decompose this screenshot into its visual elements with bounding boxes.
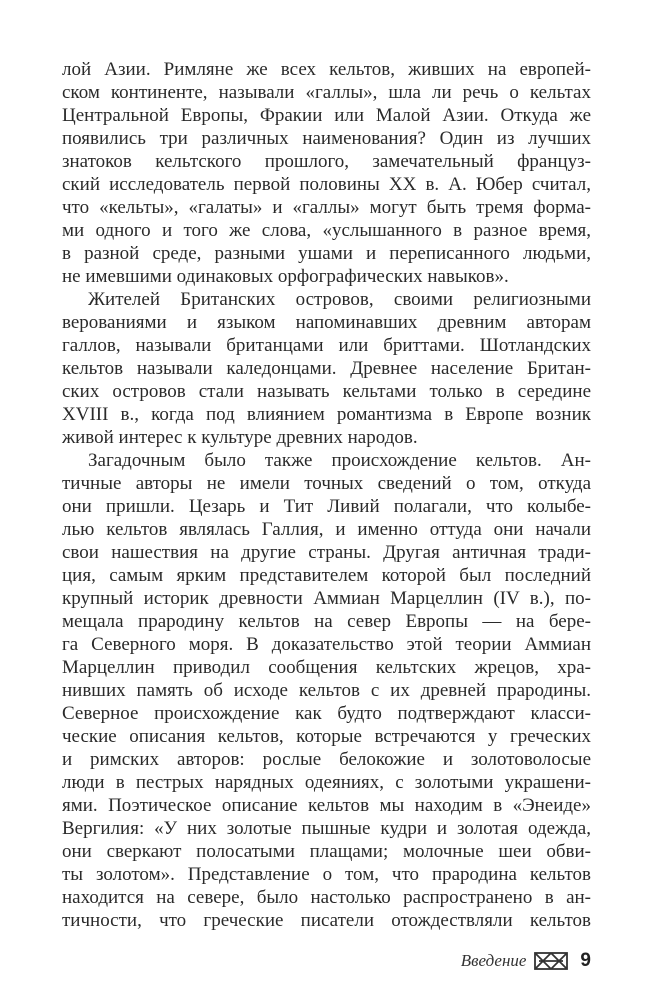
text-line: живой интерес к культуре древних народов.	[62, 427, 418, 448]
page-number: 9	[580, 950, 591, 971]
text-line: мещала прародину кельтов на север Европы — на бере-	[62, 611, 591, 632]
text-line: что «кельты», «галаты» и «галлы» могут быть тремя форма-	[62, 197, 591, 218]
text-line: появились три различных наименования? Один из лучших	[62, 128, 591, 149]
text-line: тичности, что греческие писатели отождествляли кельтов	[62, 910, 591, 931]
text-line: люди в пестрых нарядных одеяниях, с золотыми украшени-	[62, 772, 591, 793]
text-line: они пришли. Цезарь и Тит Ливий полагали, что колыбе-	[62, 496, 591, 517]
text-line: лью кельтов являлась Галлия, и именно оттуда они начали	[62, 519, 591, 540]
page-body	[62, 58, 591, 932]
text-line: Жителей Британских островов, своими религиозными	[88, 289, 591, 310]
text-line: ция, самым ярким представителем которой был последний	[62, 565, 591, 586]
text-line: ских островов стали называть кельтами только в середине	[62, 381, 591, 402]
text-line: лой Азии. Римляне же всех кельтов, живших на европей-	[62, 59, 591, 80]
text-line: находится на севере, было настолько распространено в ан-	[62, 887, 591, 908]
text-line: они сверкают полосатыми плащами; молочные шеи обви-	[62, 841, 591, 862]
running-section-title: Введение	[460, 951, 527, 970]
text-line: галлов, называли британцами или бриттами. Шотландских	[62, 335, 591, 356]
text-line: XVIII в., когда под влиянием романтизма в Европе возник	[62, 404, 591, 425]
text-line: Марцеллин приводил сообщения кельтских жрецов, хра-	[62, 657, 591, 678]
paragraph	[62, 288, 591, 449]
paragraph	[62, 449, 591, 932]
text-line: нивших память об исходе кельтов с их древней прародины.	[62, 680, 591, 701]
text-line: кельтов называли каледонцами. Древнее население Британ-	[62, 358, 591, 379]
page-footer	[62, 946, 591, 976]
text-line: ском континенте, называли «галлы», шла ли речь о кельтах	[62, 82, 591, 103]
text-line: знатоков кельтского прошлого, замечательный француз-	[62, 151, 591, 172]
text-line: крупный историк древности Аммиан Марцеллин (IV в.), по-	[62, 588, 591, 609]
paragraph	[62, 58, 591, 288]
text-line: ческие описания кельтов, которые встречаются у греческих	[62, 726, 591, 747]
text-line: ский исследователь первой половины XX в. А. Юбер считал,	[62, 174, 591, 195]
text-line: в разной среде, разными ушами и переписанного людьми,	[62, 243, 591, 264]
text-line: Загадочным было также происхождение кельтов. Ан-	[88, 450, 591, 471]
celtic-knot-icon	[534, 952, 568, 970]
text-line: ями. Поэтическое описание кельтов мы находим в «Энеиде»	[62, 795, 591, 816]
text-line: и римских авторов: рослые белокожие и золотоволосые	[62, 749, 591, 770]
text-line: тичные авторы не имели точных сведений о том, откуда	[62, 473, 591, 494]
text-line: верованиями и языком напоминавших древним авторам	[62, 312, 591, 333]
text-line: ми одного и того же слова, «услышанного в разное время,	[62, 220, 591, 241]
text-line: ты золотом». Представление о том, что прародина кельтов	[62, 864, 591, 885]
text-line: не имевшими одинаковых орфографических навыков».	[62, 266, 509, 287]
text-line: Вергилия: «У них золотые пышные кудри и золотая одежда,	[62, 818, 591, 839]
text-line: Северное происхождение как будто подтверждают класси-	[62, 703, 591, 724]
text-line: га Северного моря. В доказательство этой теории Аммиан	[62, 634, 591, 655]
text-line: свои нашествия на другие страны. Другая античная тради-	[62, 542, 591, 563]
text-line: Центральной Европы, Фракии или Малой Азии. Откуда же	[62, 105, 591, 126]
